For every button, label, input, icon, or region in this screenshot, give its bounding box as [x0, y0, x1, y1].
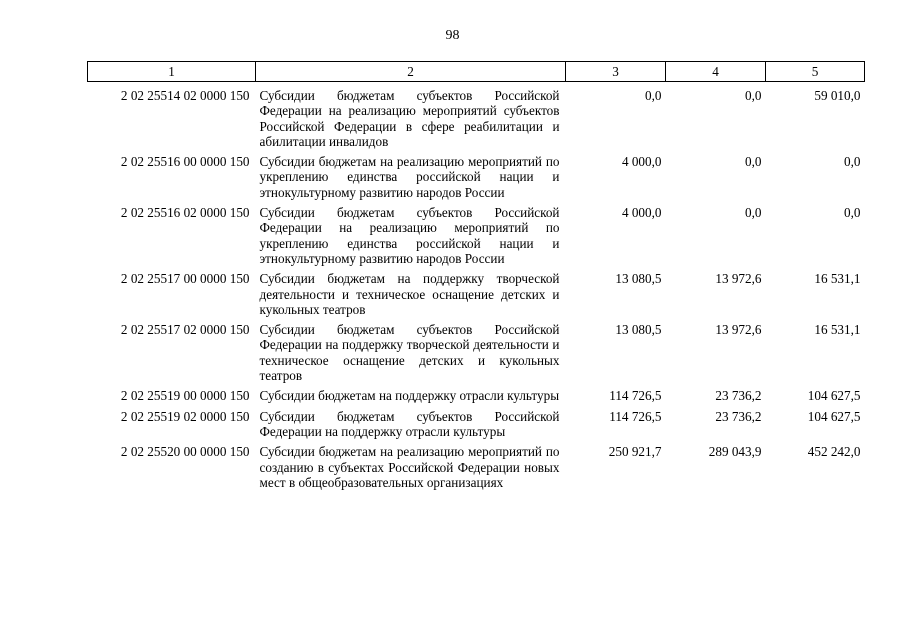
value-col-5: 0,0: [844, 205, 861, 221]
row-description: Субсидии бюджетам субъектов Российской Федерации на реализацию мероприятий субъектов Российской Федерации в сфере реабилитации и абилитации инвалидов: [259, 88, 560, 149]
value-col-4: 13 972,6: [715, 271, 762, 287]
value-col-3: 13 080,5: [615, 271, 662, 287]
column-header-3: 3: [566, 62, 666, 82]
value-col-3: 0,0: [645, 88, 662, 103]
value-col-4: 23 736,2: [715, 408, 762, 424]
row-description: Субсидии бюджетам субъектов Российской Федерации на реализацию мероприятий по укреплению единства российской нации и этнокультурному развитию народов России: [259, 205, 560, 266]
budget-code: 2 02 25517 02 0000 150: [120, 322, 250, 338]
value-col-4: 0,0: [745, 88, 762, 103]
budget-code: 2 02 25514 02 0000 150: [120, 88, 250, 103]
table-row: [88, 444, 865, 495]
row-description: Субсидии бюджетам на поддержку творческой деятельности и техническое оснащение детских и кукольных театров: [259, 271, 560, 317]
budget-code: 2 02 25517 00 0000 150: [120, 271, 250, 287]
value-col-5: 104 627,5: [807, 388, 861, 404]
column-header-1: 1: [88, 62, 256, 82]
budget-code: 2 02 25520 00 0000 150: [120, 444, 250, 460]
table-row: [88, 82, 865, 155]
page-number: 98: [445, 28, 460, 43]
value-col-5: 104 627,5: [807, 408, 861, 424]
table-row: [88, 271, 865, 322]
column-header-2: 2: [256, 62, 566, 82]
value-col-3: 114 726,5: [609, 408, 662, 424]
value-col-4: 13 972,6: [715, 322, 762, 338]
table-header: [88, 62, 865, 82]
column-header-4: 4: [666, 62, 766, 82]
budget-table: [87, 61, 865, 495]
budget-code: 2 02 25516 00 0000 150: [120, 154, 250, 170]
value-col-5: 452 242,0: [807, 444, 861, 460]
row-description: Субсидии бюджетам субъектов Российской Федерации на поддержку отрасли культуры: [259, 408, 560, 439]
value-col-4: 0,0: [745, 205, 762, 221]
row-description: Субсидии бюджетам на поддержку отрасли культуры: [259, 388, 560, 404]
row-description: Субсидии бюджетам на реализацию мероприятий по созданию в субъектах Российской Федерации новых мест в общеобразовательных организациях: [259, 444, 560, 490]
value-col-3: 250 921,7: [608, 444, 662, 460]
value-col-3: 4 000,0: [621, 154, 662, 170]
table-row: [88, 205, 865, 271]
value-col-4: 0,0: [745, 154, 762, 170]
value-col-3: 4 000,0: [621, 205, 662, 221]
budget-code: 2 02 25519 00 0000 150: [120, 388, 250, 404]
value-col-5: 16 531,1: [814, 322, 861, 338]
value-col-4: 23 736,2: [715, 388, 762, 404]
table-row: [88, 154, 865, 205]
value-col-5: 0,0: [844, 154, 861, 170]
value-col-3: 114 726,5: [609, 388, 662, 404]
budget-code: 2 02 25519 02 0000 150: [120, 408, 250, 424]
value-col-3: 13 080,5: [615, 322, 662, 338]
header-row: [88, 62, 865, 82]
value-col-4: 289 043,9: [708, 444, 762, 460]
table-row: [88, 409, 865, 445]
row-description: Субсидии бюджетам субъектов Российской Федерации на поддержку творческой деятельности и техническое оснащение детских и кукольных театров: [259, 322, 560, 384]
column-header-5: 5: [766, 62, 865, 82]
value-col-5: 16 531,1: [814, 271, 861, 287]
table-row: [88, 322, 865, 388]
row-description: Субсидии бюджетам на реализацию мероприятий по укреплению единства российской нации и этнокультурному развитию народов России: [259, 154, 560, 200]
value-col-5: 59 010,0: [814, 88, 861, 103]
table-row: [88, 388, 865, 408]
table-body: [88, 82, 865, 496]
budget-code: 2 02 25516 02 0000 150: [120, 205, 250, 221]
